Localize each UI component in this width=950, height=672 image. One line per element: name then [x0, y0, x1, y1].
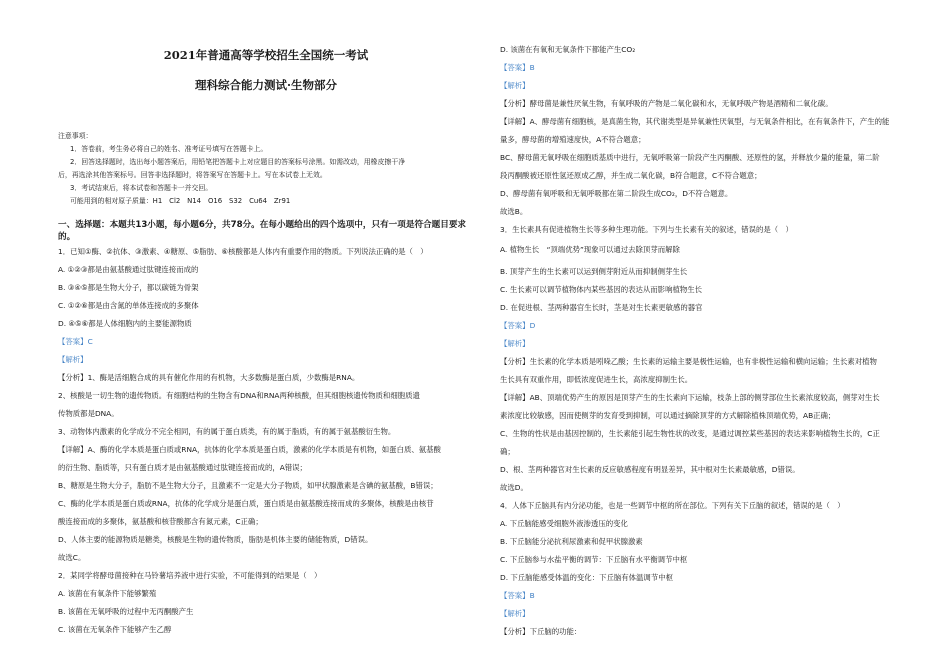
option-line: B. ③④⑤都是生物大分子，都以碳链为骨架 — [58, 283, 199, 292]
option-line: A. ①②③都是由氨基酸通过肽键连接而成的 — [58, 265, 199, 274]
conclusion-line: 故选B。 — [500, 207, 528, 216]
note-line: 2．回答选择题时，选出每小题答案后，用铅笔把答题卡上对应题目的答案标号涂黑。如需改动，用橡皮擦干净 — [70, 158, 406, 166]
page-title: 2021年普通高等学校招生全国统一考试 — [163, 48, 369, 62]
answer-tag: 【答案】B — [500, 591, 535, 600]
explanation-line: 酸连接而成的多聚体，氨基酸和核苷酸都含有氮元素，C正确； — [58, 517, 263, 526]
analysis-tag: 【解析】 — [500, 609, 530, 618]
analysis-line: 【分析】酵母菌是兼性厌氧生物，有氧呼吸的产物是二氧化碳和水，无氧呼吸产物是酒精和二氧化碳。 — [500, 99, 833, 108]
option-line: D. 在促进根、茎两种器官生长时，茎是对生长素更敏感的器官 — [500, 303, 703, 312]
option-line: A. 植物生长 “顶端优势”现象可以通过去除顶芽而解除 — [500, 245, 680, 254]
conclusion-line: 故选D。 — [500, 483, 528, 492]
notes-heading: 注意事项： — [58, 132, 93, 140]
option-line: C. 该菌在无氧条件下能够产生乙醇 — [58, 625, 172, 634]
analysis-line: 【分析】1、酶是活细胞合成的具有催化作用的有机物，大多数酶是蛋白质，少数酶是RNA。 — [58, 373, 360, 382]
explanation-line: 确； — [500, 447, 515, 456]
analysis-line: 生长具有双重作用，即低浓度促进生长，高浓度抑制生长。 — [500, 375, 693, 384]
explanation-line: B、糖原是生物大分子，脂肪不是生物大分子，且激素不一定是大分子物质，如甲状腺激素是含碘的氨基酸，B错误； — [58, 481, 438, 490]
explanation-line: C、生物的性状是由基因控制的，生长素能引起生物性状的改变，是通过调控某些基因的表达来影响植物生长的，C正 — [500, 429, 880, 438]
answer-tag: 【答案】D — [500, 321, 536, 330]
question-line: 3．生长素具有促进植物生长等多种生理功能。下列与生长素有关的叙述，错误的是（ ） — [500, 225, 793, 234]
analysis-tag: 【解析】 — [500, 339, 530, 348]
analysis-line: 2、核酸是一切生物的遗传物质。有细胞结构的生物含有DNA和RNA两种核酸，但其细胞核遗传物质和细胞质遗 — [58, 391, 420, 400]
explanation-line: 段丙酮酸被还原性氢还原成乙醇，并生成二氧化碳，B符合题意，C不符合题意； — [500, 171, 762, 180]
note-line: 后，再选涂其他答案标号。回答非选择题时，将答案写在答题卡上。写在本试卷上无效。 — [58, 171, 327, 179]
explanation-line: D、根、茎两种器官对生长素的反应敏感程度有明显差异，其中根对生长素最敏感，D错误。 — [500, 465, 800, 474]
analysis-line: 传物质都是DNA。 — [58, 409, 119, 418]
option-line: B. 顶芽产生的生长素可以运到侧芽附近从而抑制侧芽生长 — [500, 267, 688, 276]
option-line: D. 该菌在有氧和无氧条件下都能产生CO₂ — [500, 45, 636, 54]
note-line: 3．考试结束后，将本试卷和答题卡一并交回。 — [70, 184, 213, 192]
explanation-line: 【详解】AB、顶端优势产生的原因是顶芽产生的生长素向下运输，枝条上部的侧芽部位生长素浓度较高，侧芽对生长 — [500, 393, 880, 402]
explanation-line: D、酵母菌有氧呼吸和无氧呼吸都在第二阶段生成CO₂，D不符合题意。 — [500, 189, 733, 198]
conclusion-line: 故选C。 — [58, 553, 86, 562]
explanation-line: 素浓度比较敏感，因而使侧芽的发育受到抑制，可以通过摘除顶芽的方式解除植株顶端优势，AB正确； — [500, 411, 836, 420]
explanation-line: C、酶的化学本质是蛋白质或RNA，抗体的化学成分是蛋白质，蛋白质是由氨基酸连接而成的多聚体，核酸是由核苷 — [58, 499, 434, 508]
explanation-line: 量多，酵母菌的增殖速度快，A不符合题意； — [500, 135, 646, 144]
option-line: D. 下丘脑能感受体温的变化：下丘脑有体温调节中枢 — [500, 573, 673, 582]
option-line: C. 生长素可以调节植物体内某些基因的表达从而影响植物生长 — [500, 285, 703, 294]
analysis-tag: 【解析】 — [500, 81, 530, 90]
option-line: B. 该菌在无氧呼吸的过程中无丙酮酸产生 — [58, 607, 194, 616]
explanation-line: 【详解】A、酶的化学本质是蛋白质或RNA，抗体的化学本质是蛋白质，激素的化学本质是有机物，如蛋白质、氨基酸 — [58, 445, 441, 454]
note-line: 1．答卷前，考生务必将自己的姓名、准考证号填写在答题卡上。 — [70, 145, 268, 153]
explanation-line: BC、酵母菌无氧呼吸在细胞质基质中进行，无氧呼吸第一阶段产生丙酮酸、还原性的氢，并释放少量的能量，第二阶 — [500, 153, 880, 162]
option-line: B. 下丘脑能分泌抗利尿激素和促甲状腺激素 — [500, 537, 643, 546]
question-line: 1．已知①酶、②抗体、③激素、④糖原、⑤脂肪、⑥核酸都是人体内有重要作用的物质。下列说法正确的是（ ） — [58, 247, 428, 256]
option-line: A. 下丘脑能感受细胞外液渗透压的变化 — [500, 519, 628, 528]
explanation-line: 的衍生物、脂质等，只有蛋白质才是由氨基酸通过肽键连接而成的，A错误； — [58, 463, 307, 472]
answer-tag: 【答案】C — [58, 337, 93, 346]
analysis-tag: 【解析】 — [58, 355, 88, 364]
option-line: A. 该菌在有氧条件下能够繁殖 — [58, 589, 157, 598]
option-line: D. ④⑤⑥都是人体细胞内的主要能源物质 — [58, 319, 192, 328]
note-line: 可能用到的相对原子质量：H1 Cl2 N14 O16 S32 Cu64 Zr91 — [70, 197, 291, 205]
page-subtitle: 理科综合能力测试·生物部分 — [194, 78, 337, 92]
analysis-line: 【分析】下丘脑的功能： — [500, 627, 582, 636]
option-line: C. ①②⑥都是由含氮的单体连接成的多聚体 — [58, 301, 199, 310]
explanation-line: 【详解】A、酵母菌有细胞核，是真菌生物，其代谢类型是异氧兼性厌氧型，与无氧条件相比，在有氧条件下，产生的能 — [500, 117, 890, 126]
answer-tag: 【答案】B — [500, 63, 535, 72]
analysis-line: 【分析】生长素的化学本质是吲哚乙酸；生长素的运输主要是极性运输，也有非极性运输和横向运输；生长素对植物 — [500, 357, 877, 366]
section-heading: 一、选择题：本题共13小题，每小题6分，共78分。在每小题给出的四个选项中，只有一项是符合题目要求的。 — [58, 220, 467, 242]
explanation-line: D、人体主要的能源物质是糖类，核酸是生物的遗传物质，脂肪是机体主要的储能物质，D错误。 — [58, 535, 373, 544]
question-line: 4．人体下丘脑具有内分泌功能，也是一些调节中枢的所在部位。下列有关下丘脑的叙述，错误的是（ ） — [500, 501, 845, 510]
option-line: C. 下丘脑参与水盐平衡的调节：下丘脑有水平衡调节中枢 — [500, 555, 688, 564]
analysis-line: 3、动物体内激素的化学成分不完全相同，有的属于蛋白质类，有的属于脂质，有的属于氨基酸衍生物。 — [58, 427, 396, 436]
question-line: 2．某同学将酵母菌接种在马铃薯培养液中进行实验，不可能得到的结果是（ ） — [58, 571, 322, 580]
